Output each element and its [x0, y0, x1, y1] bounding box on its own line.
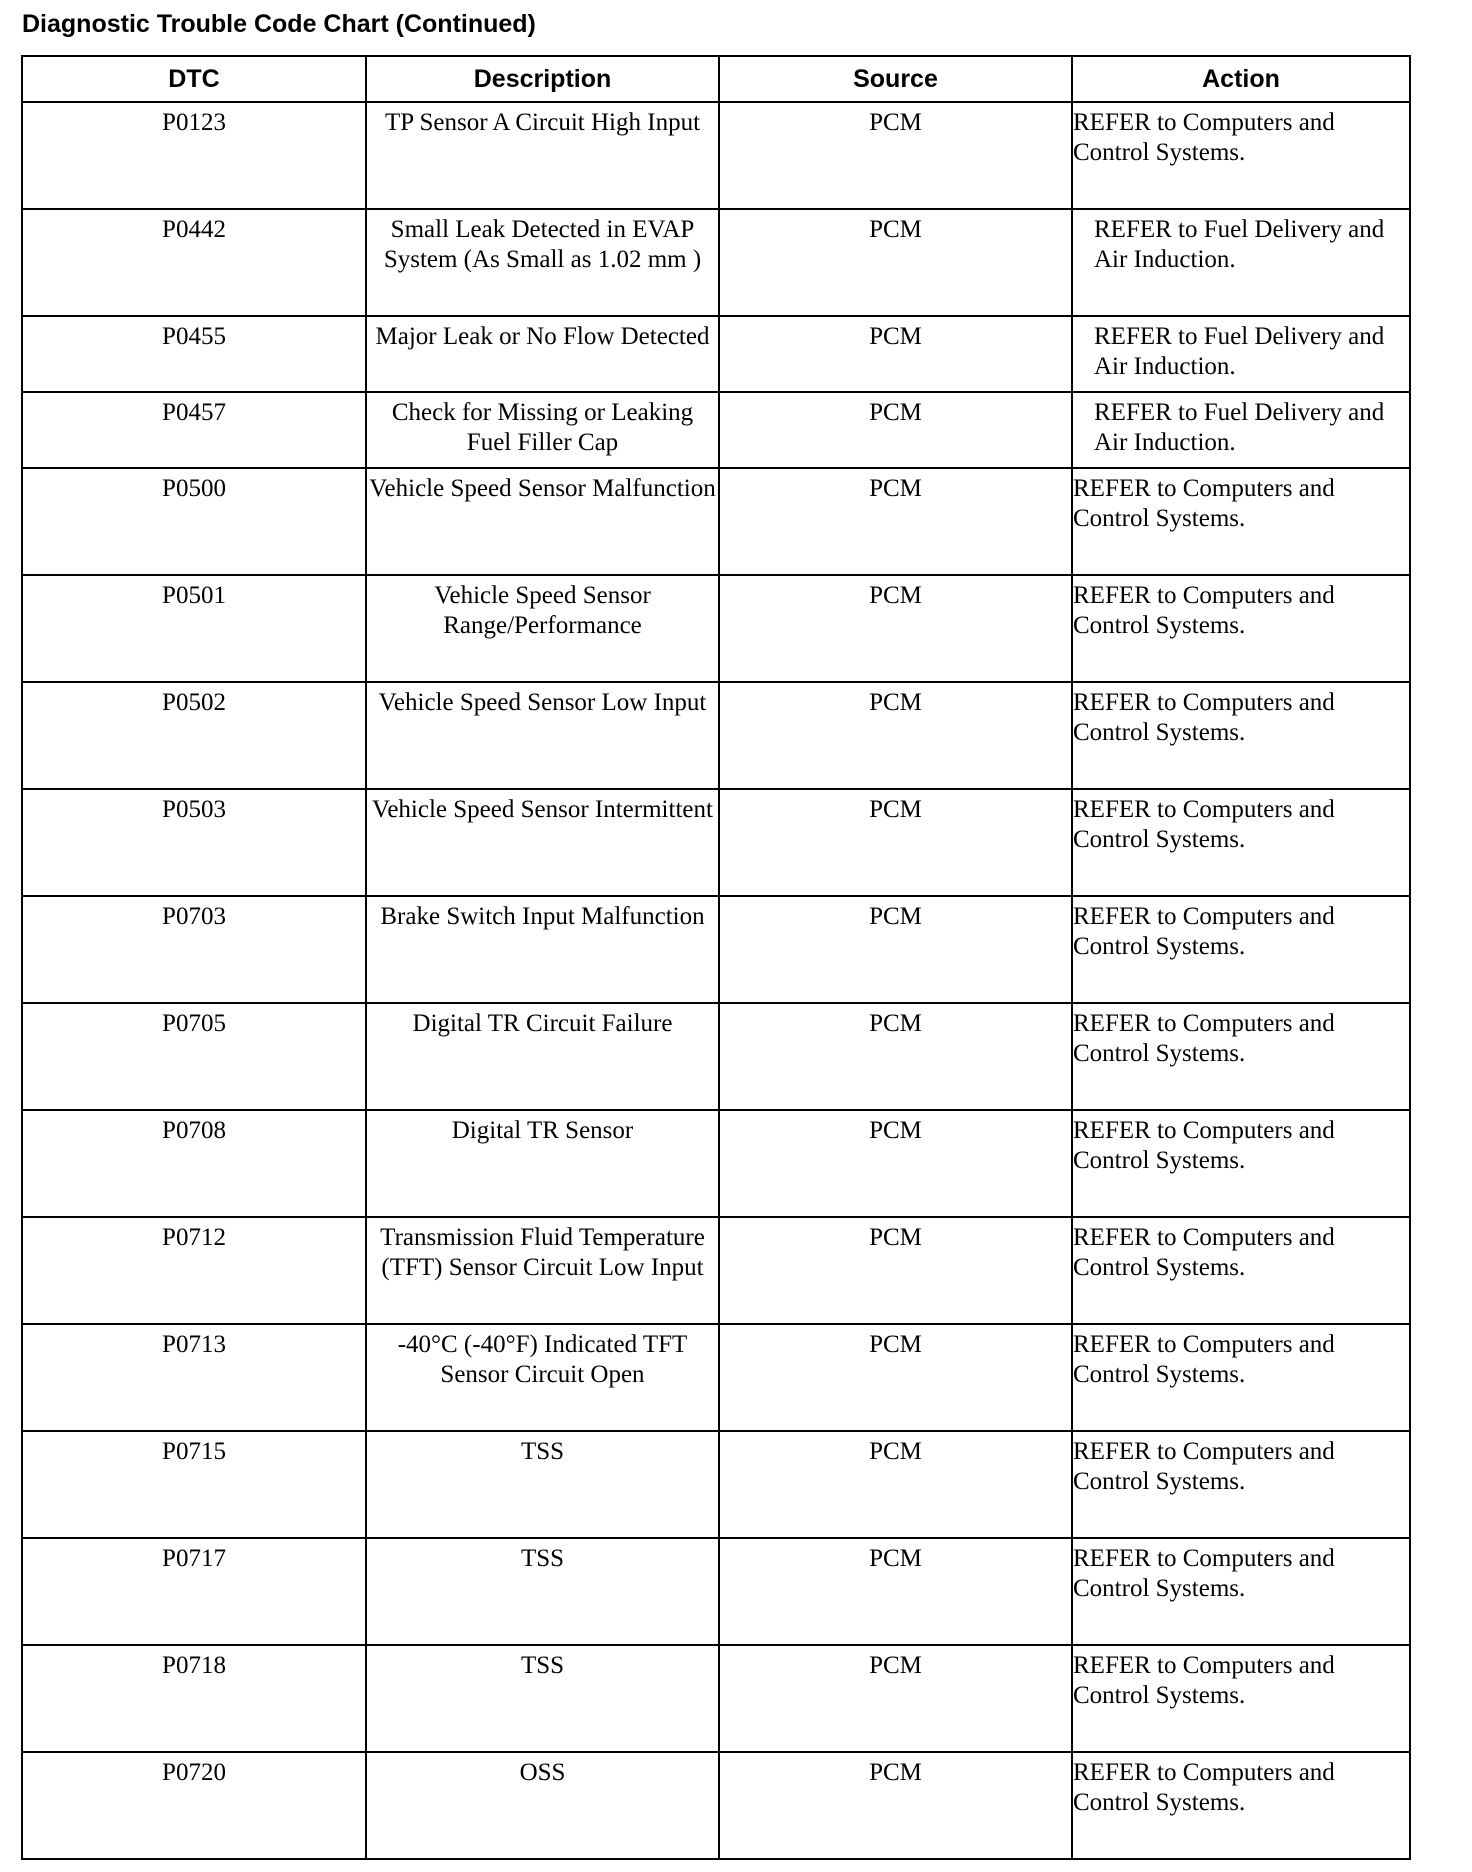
dtc-source: PCM — [719, 789, 1072, 896]
dtc-action: REFER to Computers and Control Systems. — [1072, 1431, 1410, 1538]
dtc-code: P0503 — [22, 789, 366, 896]
dtc-action: REFER to Fuel Delivery and Air Induction. — [1072, 316, 1410, 392]
table-row — [22, 789, 1410, 896]
dtc-description: Brake Switch Input Malfunction — [366, 896, 719, 1003]
dtc-source: PCM — [719, 1003, 1072, 1110]
dtc-code: P0718 — [22, 1645, 366, 1752]
table-row — [22, 1217, 1410, 1324]
table-row — [22, 682, 1410, 789]
dtc-code: P0457 — [22, 392, 366, 468]
dtc-source: PCM — [719, 1538, 1072, 1645]
dtc-source: PCM — [719, 682, 1072, 789]
table-row — [22, 468, 1410, 575]
page-title: Diagnostic Trouble Code Chart (Continued) — [22, 10, 536, 38]
dtc-description: Check for Missing or Leaking Fuel Filler Cap — [366, 392, 719, 468]
dtc-code: P0502 — [22, 682, 366, 789]
dtc-code: P0500 — [22, 468, 366, 575]
table-row — [22, 316, 1410, 392]
table-row — [22, 209, 1410, 316]
dtc-code: P0455 — [22, 316, 366, 392]
dtc-code: P0705 — [22, 1003, 366, 1110]
dtc-source: PCM — [719, 1217, 1072, 1324]
dtc-description: Vehicle Speed Sensor Range/Performance — [366, 575, 719, 682]
dtc-description: Transmission Fluid Temperature (TFT) Sensor Circuit Low Input — [366, 1217, 719, 1324]
dtc-code: P0720 — [22, 1752, 366, 1859]
dtc-action: REFER to Computers and Control Systems. — [1072, 789, 1410, 896]
table-row — [22, 1110, 1410, 1217]
dtc-code: P0715 — [22, 1431, 366, 1538]
dtc-description: TSS — [366, 1538, 719, 1645]
dtc-description: OSS — [366, 1752, 719, 1859]
dtc-description: Vehicle Speed Sensor Low Input — [366, 682, 719, 789]
table-row — [22, 1538, 1410, 1645]
table-row — [22, 575, 1410, 682]
dtc-code: P0501 — [22, 575, 366, 682]
dtc-code: P0713 — [22, 1324, 366, 1431]
dtc-code: P0717 — [22, 1538, 366, 1645]
dtc-code: P0703 — [22, 896, 366, 1003]
dtc-description: TSS — [366, 1431, 719, 1538]
header-description: Description — [366, 56, 719, 102]
dtc-action: REFER to Computers and Control Systems. — [1072, 575, 1410, 682]
dtc-code: P0442 — [22, 209, 366, 316]
table-row — [22, 1645, 1410, 1752]
dtc-source: PCM — [719, 1431, 1072, 1538]
dtc-source: PCM — [719, 468, 1072, 575]
header-source: Source — [719, 56, 1072, 102]
table-row — [22, 1752, 1410, 1859]
dtc-action: REFER to Fuel Delivery and Air Induction. — [1072, 209, 1410, 316]
table-header-row — [22, 56, 1410, 102]
table-row — [22, 1431, 1410, 1538]
dtc-action: REFER to Computers and Control Systems. — [1072, 1003, 1410, 1110]
dtc-code: P0712 — [22, 1217, 366, 1324]
dtc-code: P0708 — [22, 1110, 366, 1217]
dtc-source: PCM — [719, 1645, 1072, 1752]
dtc-description: TSS — [366, 1645, 719, 1752]
dtc-description: Major Leak or No Flow Detected — [366, 316, 719, 392]
dtc-action: REFER to Computers and Control Systems. — [1072, 1752, 1410, 1859]
dtc-action: REFER to Computers and Control Systems. — [1072, 468, 1410, 575]
dtc-source: PCM — [719, 896, 1072, 1003]
table-row — [22, 1003, 1410, 1110]
table-row — [22, 102, 1410, 209]
header-action: Action — [1072, 56, 1410, 102]
dtc-source: PCM — [719, 209, 1072, 316]
dtc-action: REFER to Fuel Delivery and Air Induction. — [1072, 392, 1410, 468]
dtc-action: REFER to Computers and Control Systems. — [1072, 682, 1410, 789]
dtc-action: REFER to Computers and Control Systems. — [1072, 1110, 1410, 1217]
dtc-action: REFER to Computers and Control Systems. — [1072, 1217, 1410, 1324]
table-row — [22, 896, 1410, 1003]
dtc-description: Vehicle Speed Sensor Malfunction — [366, 468, 719, 575]
dtc-source: PCM — [719, 1324, 1072, 1431]
dtc-action: REFER to Computers and Control Systems. — [1072, 1645, 1410, 1752]
dtc-code: P0123 — [22, 102, 366, 209]
dtc-action: REFER to Computers and Control Systems. — [1072, 1324, 1410, 1431]
dtc-source: PCM — [719, 316, 1072, 392]
dtc-source: PCM — [719, 102, 1072, 209]
dtc-source: PCM — [719, 1110, 1072, 1217]
dtc-source: PCM — [719, 392, 1072, 468]
dtc-table — [21, 55, 1411, 1860]
dtc-source: PCM — [719, 1752, 1072, 1859]
dtc-description: -40°C (-40°F) Indicated TFT Sensor Circuit Open — [366, 1324, 719, 1431]
dtc-description: Small Leak Detected in EVAP System (As Small as 1.02 mm ) — [366, 209, 719, 316]
dtc-action: REFER to Computers and Control Systems. — [1072, 1538, 1410, 1645]
dtc-description: Vehicle Speed Sensor Intermittent — [366, 789, 719, 896]
dtc-action: REFER to Computers and Control Systems. — [1072, 896, 1410, 1003]
dtc-source: PCM — [719, 575, 1072, 682]
dtc-description: Digital TR Circuit Failure — [366, 1003, 719, 1110]
table-row — [22, 392, 1410, 468]
table-row — [22, 1324, 1410, 1431]
header-dtc: DTC — [22, 56, 366, 102]
dtc-description: TP Sensor A Circuit High Input — [366, 102, 719, 209]
dtc-action: REFER to Computers and Control Systems. — [1072, 102, 1410, 209]
dtc-description: Digital TR Sensor — [366, 1110, 719, 1217]
